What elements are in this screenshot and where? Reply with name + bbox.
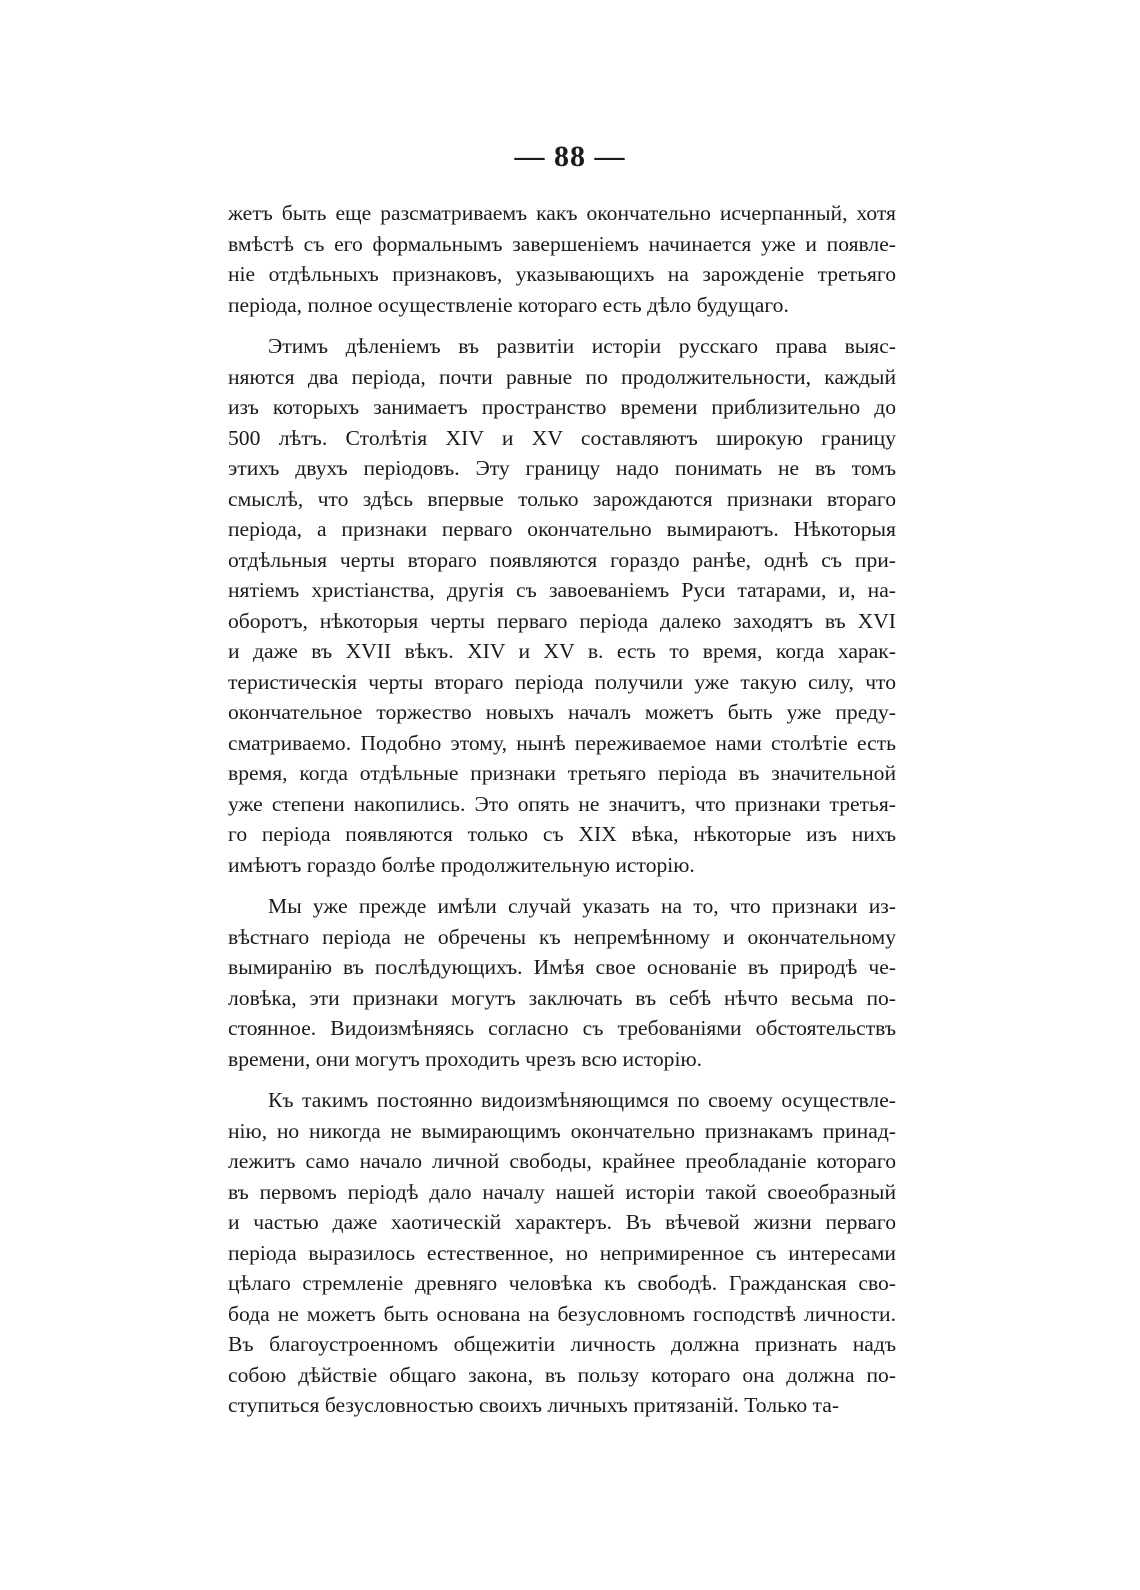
paragraph	[228, 1085, 896, 1421]
text-line: го періода появляются только съ XIX вѣка, нѣкоторые изъ нихъ	[228, 822, 896, 846]
text-line: отдѣльныя черты втораго появляются гораздо ранѣе, однѣ съ при-	[228, 547, 896, 572]
text-line: періода выразилось естественное, но непримиренное съ интересами	[228, 1240, 896, 1265]
text-line: окончательное торжество новыхъ началъ можетъ быть уже преду-	[228, 700, 896, 724]
text-line: сматриваемо. Подобно этому, нынѣ переживаемое нами столѣтіе есть	[228, 730, 896, 755]
text-line: вмѣстѣ съ его формальнымъ завершеніемъ начинается уже и появле-	[228, 231, 896, 256]
paragraph	[228, 891, 896, 1074]
text-line: няются два періода, почти равные по продолжительности, каждый	[228, 364, 896, 389]
body-text	[228, 198, 896, 1432]
page-number: — 88 —	[514, 140, 626, 173]
text-line: этихъ двухъ періодовъ. Эту границу надо понимать не въ томъ	[228, 456, 896, 480]
text-line: стоянное. Видоизмѣняясь согласно съ требованіями обстоятельствъ	[228, 1016, 896, 1040]
text-line: собою дѣйствіе общаго закона, въ пользу котораго она должна по-	[228, 1362, 896, 1387]
text-line: имѣютъ гораздо болѣе продолжительную исторію.	[228, 852, 695, 877]
text-line: ловѣка, эти признаки могутъ заключать въ себѣ нѣчто весьма по-	[228, 985, 896, 1010]
text-line: лежитъ само начало личной свободы, крайнее преобладаніе котораго	[228, 1149, 896, 1173]
text-line: изъ которыхъ занимаетъ пространство времени приблизительно до	[228, 395, 896, 419]
text-line: ніе отдѣльныхъ признаковъ, указывающихъ на зарожденіе третьяго	[228, 262, 896, 286]
text-line: времени, они могутъ проходить чрезъ всю исторію.	[228, 1046, 702, 1071]
text-line: ступиться безусловностью своихъ личныхъ притязаній. Только та-	[228, 1393, 840, 1417]
text-line: вымиранію въ послѣдующихъ. Имѣя свое основаніе въ природѣ че-	[228, 955, 896, 979]
paragraph	[228, 198, 896, 320]
text-line: нію, но никогда не вымирающимъ окончательно признакамъ принад-	[228, 1118, 896, 1143]
text-line: цѣлаго стремленіе древняго человѣка къ свободѣ. Гражданская сво-	[228, 1271, 896, 1295]
text-line: Мы уже прежде имѣли случай указать на то, что признаки из-	[268, 894, 896, 918]
text-line: теристическія черты втораго періода получили уже такую силу, что	[228, 669, 896, 694]
text-line: и даже въ XVII вѣкъ. XIV и XV в. есть то время, когда харак-	[228, 639, 896, 663]
text-line: оборотъ, нѣкоторыя черты перваго періода далеко заходятъ въ XVI	[228, 608, 896, 633]
text-line: и частью даже хаотическій характеръ. Въ вѣчевой жизни перваго	[228, 1210, 896, 1234]
text-line: періода, а признаки перваго окончательно вымираютъ. Нѣкоторыя	[228, 517, 896, 541]
text-line: въ первомъ періодѣ дало началу нашей исторіи такой своеобразный	[228, 1179, 896, 1204]
text-line: бода не можетъ быть основана на безусловномъ господствѣ личности.	[228, 1301, 896, 1326]
text-line: 500 лѣтъ. Столѣтія XIV и XV составляютъ широкую границу	[228, 425, 896, 450]
text-line: время, когда отдѣльные признаки третьяго періода въ значительной	[228, 761, 896, 785]
text-line: вѣстнаго періода не обречены къ непремѣнному и окончательному	[228, 924, 896, 949]
paragraph	[228, 331, 896, 880]
text-line: Этимъ дѣленіемъ въ развитіи исторіи русскаго права выяс-	[268, 334, 896, 358]
text-line: Къ такимъ постоянно видоизмѣняющимся по своему осуществле-	[268, 1088, 896, 1112]
text-line: уже степени накопились. Это опять не значитъ, что признаки третья-	[228, 791, 896, 816]
text-line: періода, полное осуществленіе котораго есть дѣло будущаго.	[228, 292, 789, 317]
text-line: нятіемъ христіанства, другія съ завоеваніемъ Руси татарами, и, на-	[228, 578, 896, 602]
text-line: жетъ быть еще разсматриваемъ какъ окончательно исчерпанный, хотя	[228, 201, 896, 225]
text-line: смыслѣ, что здѣсь впервые только зарождаются признаки втораго	[228, 486, 896, 511]
text-line: Въ благоустроенномъ общежитіи личность должна признать надъ	[228, 1332, 896, 1356]
